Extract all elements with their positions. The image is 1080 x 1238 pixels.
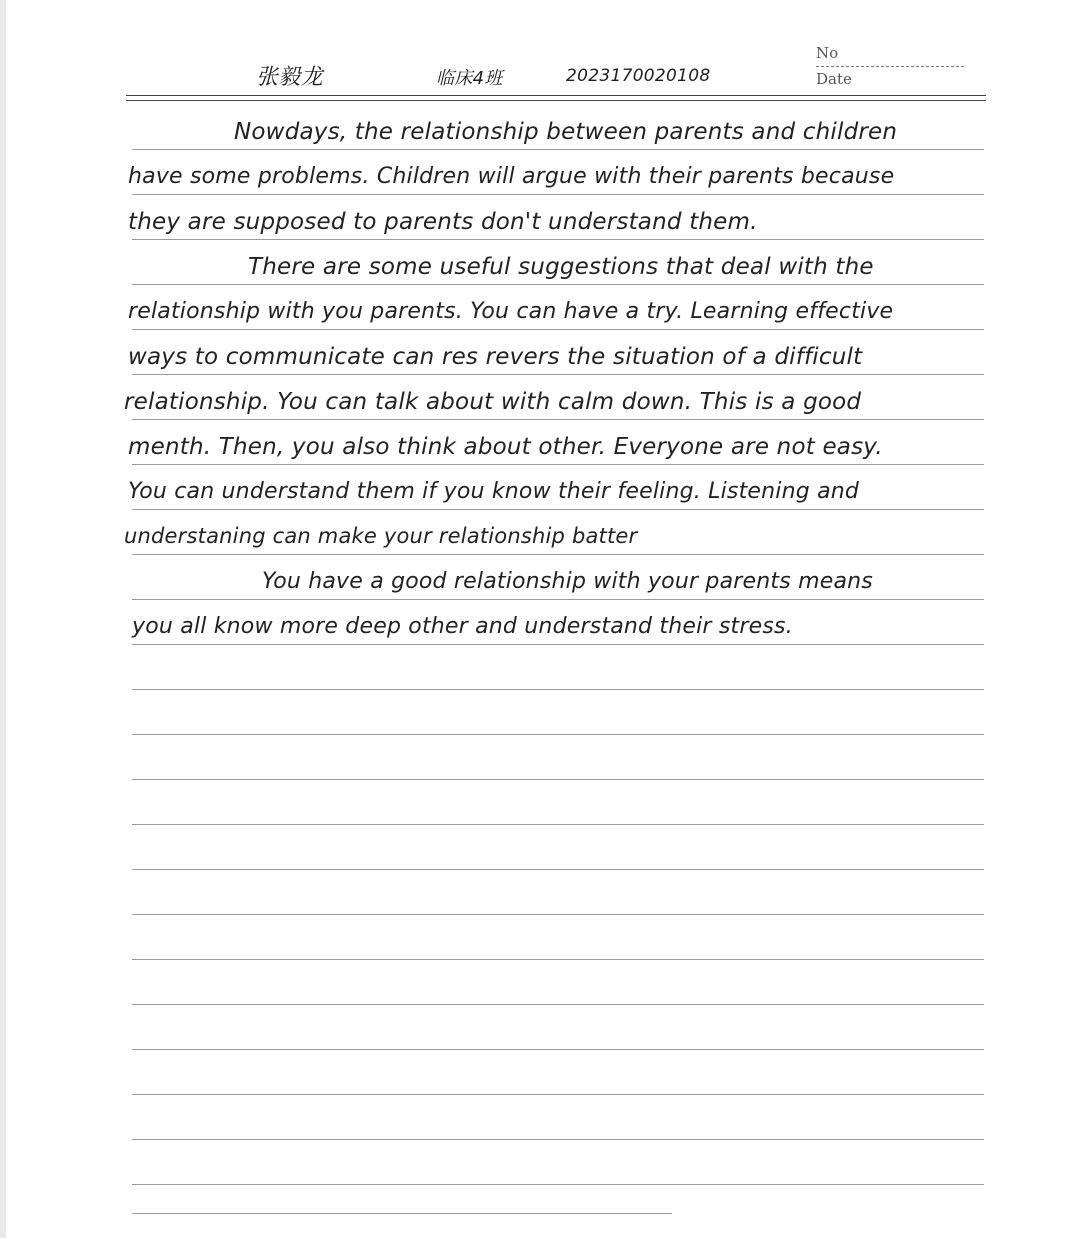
ruled-line	[132, 1094, 984, 1095]
ruled-line	[132, 419, 984, 420]
ruled-line	[132, 464, 984, 465]
student-name: 张毅龙	[256, 65, 323, 90]
essay-line: have some problems. Children will argue with their parents because	[128, 164, 895, 189]
notebook-page	[6, 0, 1080, 1238]
ruled-line	[132, 959, 984, 960]
essay-line: you all know more deep other and understand their stress.	[132, 614, 793, 639]
ruled-line	[132, 644, 984, 645]
ruled-line	[132, 779, 984, 780]
no-date-box	[816, 44, 966, 88]
ruled-line	[132, 1139, 984, 1140]
header-rule-bottom	[126, 100, 986, 101]
ruled-line	[132, 914, 984, 915]
ruled-line	[132, 734, 984, 735]
ruled-line	[132, 509, 984, 510]
ruled-line	[132, 554, 984, 555]
ruled-line	[132, 284, 984, 285]
ruled-line	[132, 869, 984, 870]
ruled-line	[132, 194, 984, 195]
date-label: Date	[816, 70, 852, 88]
ruled-line	[132, 329, 984, 330]
ruled-line	[132, 1184, 984, 1185]
essay-line: relationship with you parents. You can have a try. Learning effective	[128, 299, 894, 324]
student-id: 2023170020108	[566, 66, 711, 86]
ruled-line	[132, 1049, 984, 1050]
essay-line: menth. Then, you also think about other. Everyone are not easy.	[128, 434, 883, 460]
essay-line: understaning can make your relationship batter	[124, 524, 638, 548]
student-class: 临床4班	[436, 68, 503, 89]
essay-line: ways to communicate can res revers the situation of a difficult	[128, 344, 863, 370]
essay-line: You have a good relationship with your parents means	[262, 569, 873, 594]
ruled-line	[132, 689, 984, 690]
ruled-line	[132, 1004, 984, 1005]
header-rule-top	[126, 95, 986, 96]
no-date-separator	[816, 66, 964, 67]
ruled-line	[132, 374, 984, 375]
ruled-line	[132, 149, 984, 150]
ruled-line	[132, 599, 984, 600]
essay-line: they are supposed to parents don't understand them.	[128, 209, 758, 235]
essay-line: There are some useful suggestions that deal with the	[248, 254, 874, 280]
essay-line: You can understand them if you know their feeling. Listening and	[128, 479, 860, 504]
ruled-line	[132, 824, 984, 825]
essay-line: relationship. You can talk about with calm down. This is a good	[124, 389, 862, 415]
ruled-line	[132, 239, 984, 240]
ruled-line	[132, 1213, 672, 1214]
essay-line: Nowdays, the relationship between parents and children	[234, 119, 898, 145]
no-label: No	[816, 44, 839, 62]
